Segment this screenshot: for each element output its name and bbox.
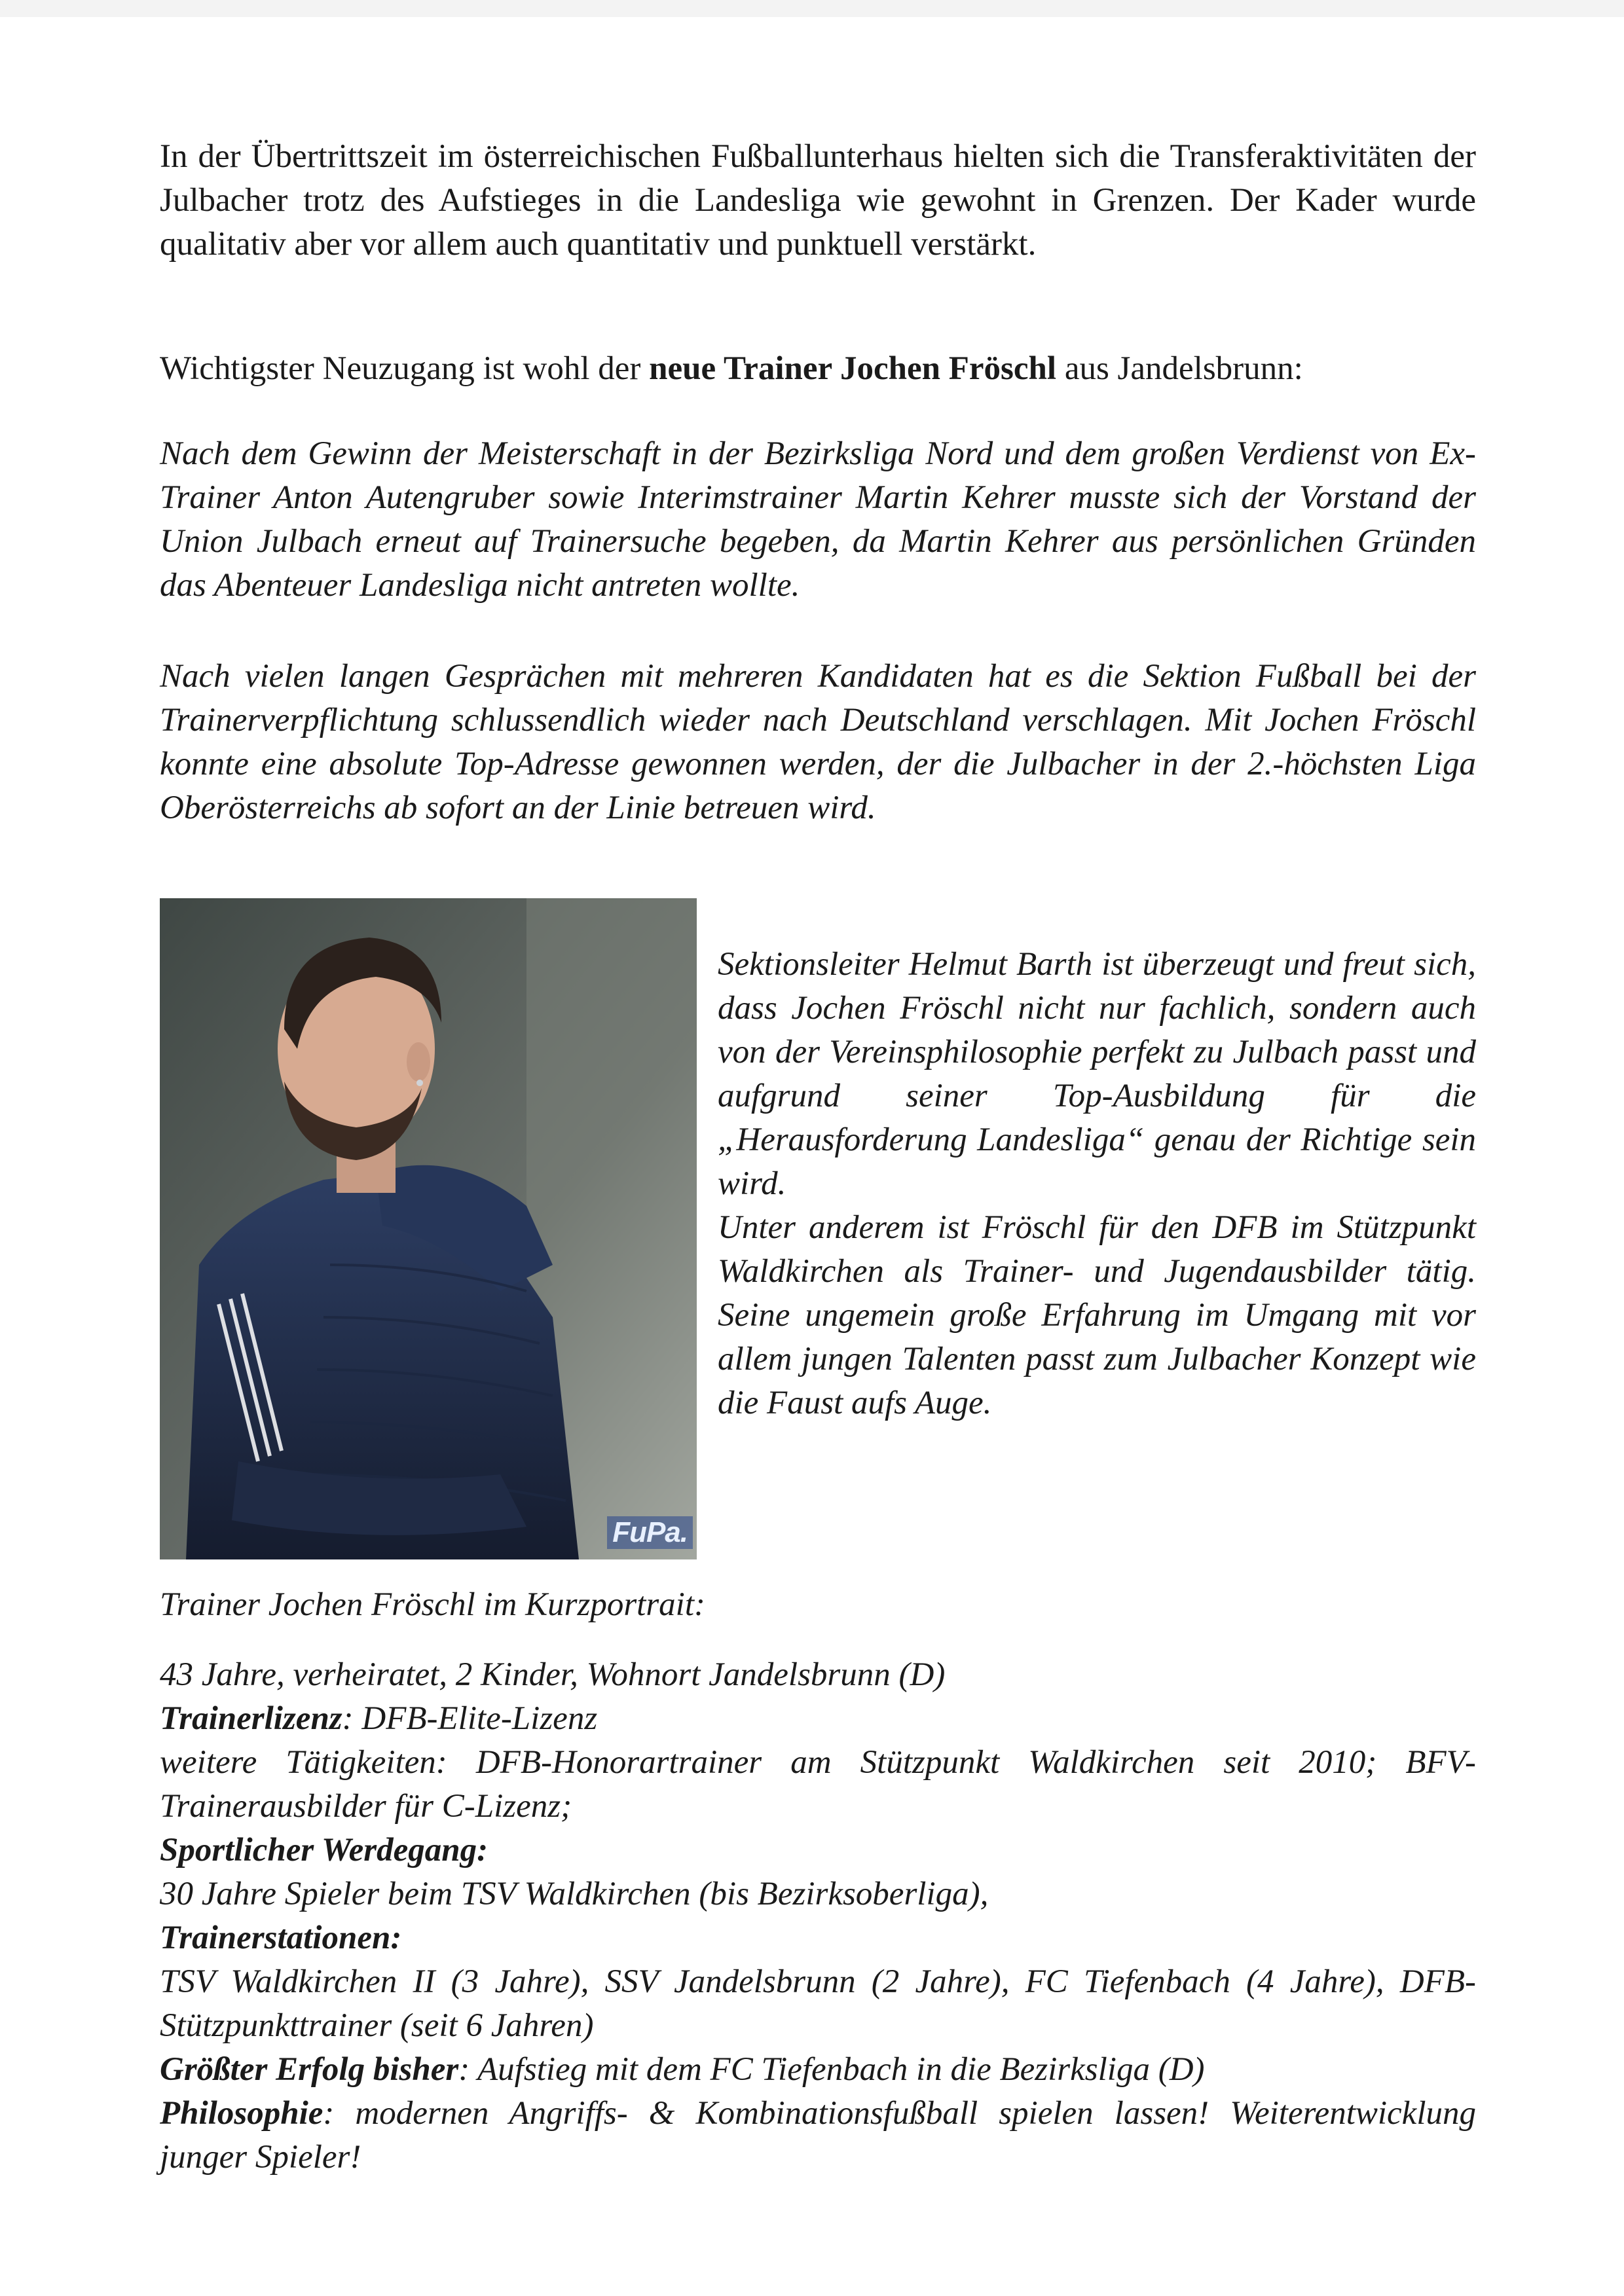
profile-philosophy-label: Philosophie — [160, 2095, 323, 2132]
profile-stations-value: TSV Waldkirchen II (3 Jahre), SSV Jandelsbrunn (2 Jahre), FC Tiefenbach (4 Jahre), DFB-Stützpunkttrainer (seit 6 Jahren) — [160, 1963, 1476, 2044]
profile-activities: weitere Tätigkeiten: DFB-Honorartrainer am Stützpunkt Waldkirchen seit 2010; BFV-Trainerausbilder für C-Lizenz; — [160, 1744, 1476, 1825]
scan-top-edge — [0, 0, 1624, 17]
quote-paragraph-1: Nach dem Gewinn der Meisterschaft in der Bezirksliga Nord und dem großen Verdienst von Ex-Trainer Anton Autengruber sowie Interimstrainer Martin Kehrer musste sich der Vorstand der Union Julbach erneut auf Trainersuche begeben, da Martin Kehrer aus persönlichen Gründen das Abenteuer Landesliga nicht antreten wollte. — [160, 435, 1476, 604]
profile-success-label: Größter Erfolg bisher — [160, 2051, 459, 2088]
profile-philosophy-value: : modernen Angriffs- & Kombinationsfußball spielen lassen! Weiterentwicklung junger Spieler! — [160, 2095, 1476, 2176]
profile-license-label: Trainerlizenz — [160, 1700, 342, 1737]
profile-career-heading: Sportlicher Werdegang: — [160, 1832, 489, 1868]
neuzugang-suffix: aus Jandelsbrunn: — [1056, 350, 1303, 387]
profile-philosophy — [160, 2092, 1476, 2179]
neuzugang-bold: neue Trainer Jochen Fröschl — [649, 350, 1057, 387]
profile-career-label — [160, 1829, 1476, 1872]
side-paragraph-1: Sektionsleiter Helmut Barth ist überzeugt und freut sich, dass Jochen Fröschl nicht nur fachlich, sondern auch von der Vereinsphilosophie perfekt zu Julbach passt und aufgrund seiner Top-Ausbildung für die „Herausforderung Landesliga“ genau der Richtige sein wird. — [718, 946, 1476, 1202]
neuzugang-prefix: Wichtigster Neuzugang ist wohl der — [160, 350, 650, 387]
profile-license — [160, 1697, 1476, 1741]
profile-stations-heading: Trainerstationen: — [160, 1920, 402, 1956]
trainer-photo-illustration — [160, 898, 697, 1559]
profile-block — [160, 1653, 1476, 2179]
profile-caption: Trainer Jochen Fröschl im Kurzportrait: — [160, 1586, 706, 1623]
trainer-photo — [160, 898, 697, 1559]
profile-success-value: : Aufstieg mit dem FC Tiefenbach in die Bezirksliga (D) — [458, 2051, 1205, 2088]
side-paragraph-2: Unter anderem ist Fröschl für den DFB im Stützpunkt Waldkirchen als Trainer- und Jugendausbilder tätig. Seine ungemein große Erfahrung im Umgang mit vor allem jungen Talenten passt zum Julbacher Konzept wie die Faust aufs Auge. — [718, 1209, 1476, 1421]
quote-paragraph-2: Nach vielen langen Gesprächen mit mehreren Kandidaten hat es die Sektion Fußball bei der Trainerverpflichtung schlussendlich wieder nach Deutschland verschlagen. Mit Jochen Fröschl konnte eine absolute Top-Adresse gewonnen werden, der die Julbacher in der 2.-höchsten Liga Oberösterreichs ab sofort an der Linie betreuen wird. — [160, 658, 1476, 826]
profile-stations-label — [160, 1916, 1476, 1960]
profile-personal: 43 Jahre, verheiratet, 2 Kinder, Wohnort Jandelsbrunn (D) — [160, 1656, 946, 1693]
intro-paragraph: In der Übertrittszeit im österreichischen Fußballunterhaus hielten sich die Transferaktivitäten der Julbacher trotz des Aufstieges in die Landesliga wie gewohnt in Grenzen. Der Kader wurde qualitativ aber vor allem auch quantitativ und punktuell verstärkt. — [160, 138, 1476, 263]
side-column — [718, 943, 1476, 1425]
neuzugang-paragraph — [160, 347, 1476, 391]
profile-career-value: 30 Jahre Spieler beim TSV Waldkirchen (bis Bezirksoberliga), — [160, 1876, 989, 1912]
fupa-watermark: FuPa. — [607, 1516, 693, 1549]
profile-license-value: : DFB-Elite-Lizenz — [342, 1700, 598, 1737]
profile-success — [160, 2048, 1476, 2092]
